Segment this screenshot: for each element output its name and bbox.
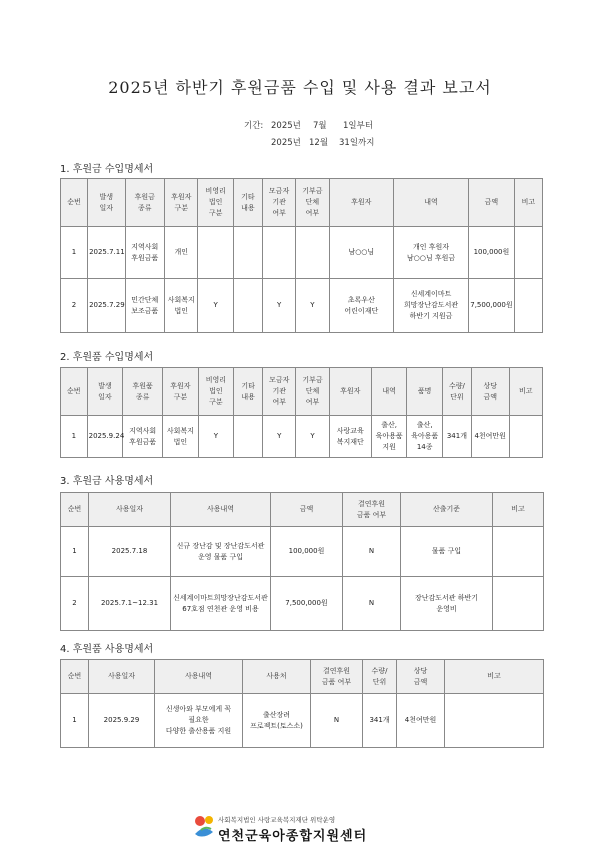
section-title-4: 4. 후원품 사용명세서 [60, 644, 154, 655]
table-cell: 2025.9.24 [87, 416, 123, 458]
page-title: 2025년 하반기 후원금품 수입 및 사용 결과 보고서 [108, 78, 492, 97]
table-cell: 남○○님 [329, 227, 394, 279]
table-cell [514, 279, 542, 333]
column-header: 기부금 단체 여부 [296, 368, 329, 416]
table-row [61, 416, 543, 458]
column-header: 사용내역 [171, 493, 271, 527]
table-cell [198, 227, 233, 279]
table-cell: 출산, 육아용품 지원 [371, 416, 407, 458]
column-header: 순번 [61, 368, 88, 416]
column-header: 내역 [371, 368, 407, 416]
table-cell: 민간단체 보조금품 [125, 279, 165, 333]
table-cell: 지역사회 후원금품 [123, 416, 163, 458]
table-cell: Y [263, 416, 296, 458]
section-title-1: 1. 후원금 수입명세서 [60, 164, 154, 175]
table-cell: 장난감도서관 하반기 운영비 [401, 577, 493, 631]
column-header: 모금자 기관 여부 [263, 368, 296, 416]
table-cell: 지역사회 후원금품 [125, 227, 165, 279]
table-cell: 341개 [363, 694, 397, 748]
column-header: 상당 금액 [471, 368, 509, 416]
table-cell: 물품 구입 [401, 527, 493, 577]
table-cell: 7,500,000원 [469, 279, 515, 333]
column-header: 비영리 법인 구분 [198, 179, 233, 227]
column-header: 발생 일자 [87, 368, 123, 416]
column-header: 산출기준 [401, 493, 493, 527]
column-header: 수량/ 단위 [442, 368, 471, 416]
period-label: 기간: [244, 121, 264, 131]
table-cell [234, 416, 263, 458]
column-header: 후원자 구분 [165, 179, 198, 227]
table-cell [445, 694, 544, 748]
column-header: 결연후원 금품 여부 [311, 660, 363, 694]
period-to-day: 31일까지 [339, 138, 375, 148]
column-header: 품명 [407, 368, 443, 416]
table-cell: 사랑교육 복지재단 [329, 416, 371, 458]
table-cell: 사회복지 법인 [165, 279, 198, 333]
table-cell: Y [198, 416, 234, 458]
table-cell: 신세계이마트희망장난감도서관 67호점 연천관 운영 비용 [171, 577, 271, 631]
table-cell: 1 [61, 227, 88, 279]
column-header: 금액 [469, 179, 515, 227]
footer-operator-text: 사회복지법인 사랑교육복지재단 위탁운영 [218, 816, 336, 824]
period-from-year: 2025년 [271, 121, 301, 131]
table-cell: Y [262, 279, 295, 333]
column-header: 발생 일자 [88, 179, 125, 227]
table-cell: Y [296, 416, 329, 458]
table-cell [262, 227, 295, 279]
column-header: 순번 [61, 493, 89, 527]
column-header: 순번 [61, 179, 88, 227]
table-cell: 7,500,000원 [271, 577, 343, 631]
table-cell: 출산, 육아용품 14종 [407, 416, 443, 458]
table-header-row [61, 493, 544, 527]
table-cell [233, 279, 262, 333]
table-cell: 100,000원 [271, 527, 343, 577]
table-header-row [61, 368, 543, 416]
column-header: 수량/ 단위 [363, 660, 397, 694]
column-header: 기타 내용 [233, 179, 262, 227]
table-cell [296, 227, 329, 279]
column-header: 비고 [445, 660, 544, 694]
table-cell: 2025.9.29 [89, 694, 155, 748]
table-cell [509, 416, 542, 458]
column-header: 사용처 [243, 660, 311, 694]
table-cell: 출산장려 프로젝트(토스소) [243, 694, 311, 748]
table-row [61, 694, 544, 748]
column-header: 기타 내용 [234, 368, 263, 416]
column-header: 비영리 법인 구분 [198, 368, 234, 416]
period-to-year: 2025년 [271, 138, 301, 148]
column-header: 비고 [509, 368, 542, 416]
column-header: 비고 [493, 493, 544, 527]
table-cell: 4천여만원 [471, 416, 509, 458]
table-cell: 2 [61, 577, 89, 631]
section-title-2: 2. 후원품 수입명세서 [60, 352, 154, 363]
column-header: 사용일자 [89, 493, 171, 527]
table-cell [514, 227, 542, 279]
column-header: 내역 [394, 179, 469, 227]
donation-usage-table [60, 492, 544, 631]
table-cell: Y [296, 279, 329, 333]
table-cell: 2025.7.18 [89, 527, 171, 577]
column-header: 모금자 기관 여부 [262, 179, 295, 227]
table-cell: 개인 [165, 227, 198, 279]
column-header: 기부금 단체 여부 [296, 179, 329, 227]
table-cell: 2025.7.11 [88, 227, 125, 279]
table-cell: 1 [61, 527, 89, 577]
center-logo-icon [192, 812, 216, 840]
goods-usage-table [60, 659, 544, 748]
table-cell: N [311, 694, 363, 748]
table-cell: N [343, 577, 401, 631]
table-cell: 사회복지 법인 [163, 416, 199, 458]
table-cell: 1 [61, 416, 88, 458]
table-cell [233, 227, 262, 279]
column-header: 비고 [514, 179, 542, 227]
table-cell: 개인 후원자 남○○님 후원금 [394, 227, 469, 279]
table-header-row [61, 179, 543, 227]
section-title-3: 3. 후원금 사용명세서 [60, 476, 154, 487]
column-header: 금액 [271, 493, 343, 527]
column-header: 상당 금액 [397, 660, 445, 694]
table-cell: 신세계이마트 희망장난감도서관 하반기 지원금 [394, 279, 469, 333]
table-cell: 2025.7.1~12.31 [89, 577, 171, 631]
period-from-month: 7월 [313, 121, 327, 131]
column-header: 순번 [61, 660, 89, 694]
goods-income-table [60, 367, 543, 458]
column-header: 후원품 종류 [123, 368, 163, 416]
column-header: 후원자 [329, 368, 371, 416]
table-cell: 1 [61, 694, 89, 748]
footer-center-name: 연천군육아종합지원센터 [218, 829, 368, 844]
column-header: 결연후원 금품 여부 [343, 493, 401, 527]
column-header: 사용내역 [155, 660, 243, 694]
table-header-row [61, 660, 544, 694]
table-cell: 4천여만원 [397, 694, 445, 748]
column-header: 후원자 [329, 179, 394, 227]
table-cell: N [343, 527, 401, 577]
column-header: 후원자 구분 [163, 368, 199, 416]
period-from-day: 1일부터 [343, 121, 374, 131]
column-header: 사용일자 [89, 660, 155, 694]
table-row [61, 577, 544, 631]
column-header: 후원금 종류 [125, 179, 165, 227]
table-cell: 신생아와 부모에게 꼭 필요한 다양한 출산용품 지원 [155, 694, 243, 748]
table-cell: 신규 장난감 및 장난감도서관 운영 물품 구입 [171, 527, 271, 577]
table-cell: Y [198, 279, 233, 333]
table-cell: 2 [61, 279, 88, 333]
donation-income-table [60, 178, 543, 333]
table-row [61, 527, 544, 577]
table-row [61, 227, 543, 279]
table-cell: 초록우산 어린이재단 [329, 279, 394, 333]
period-to-month: 12월 [309, 138, 329, 148]
table-row [61, 279, 543, 333]
table-cell [493, 577, 544, 631]
table-cell: 2025.7.29 [88, 279, 125, 333]
table-cell: 100,000원 [469, 227, 515, 279]
table-cell [493, 527, 544, 577]
table-cell: 341개 [442, 416, 471, 458]
